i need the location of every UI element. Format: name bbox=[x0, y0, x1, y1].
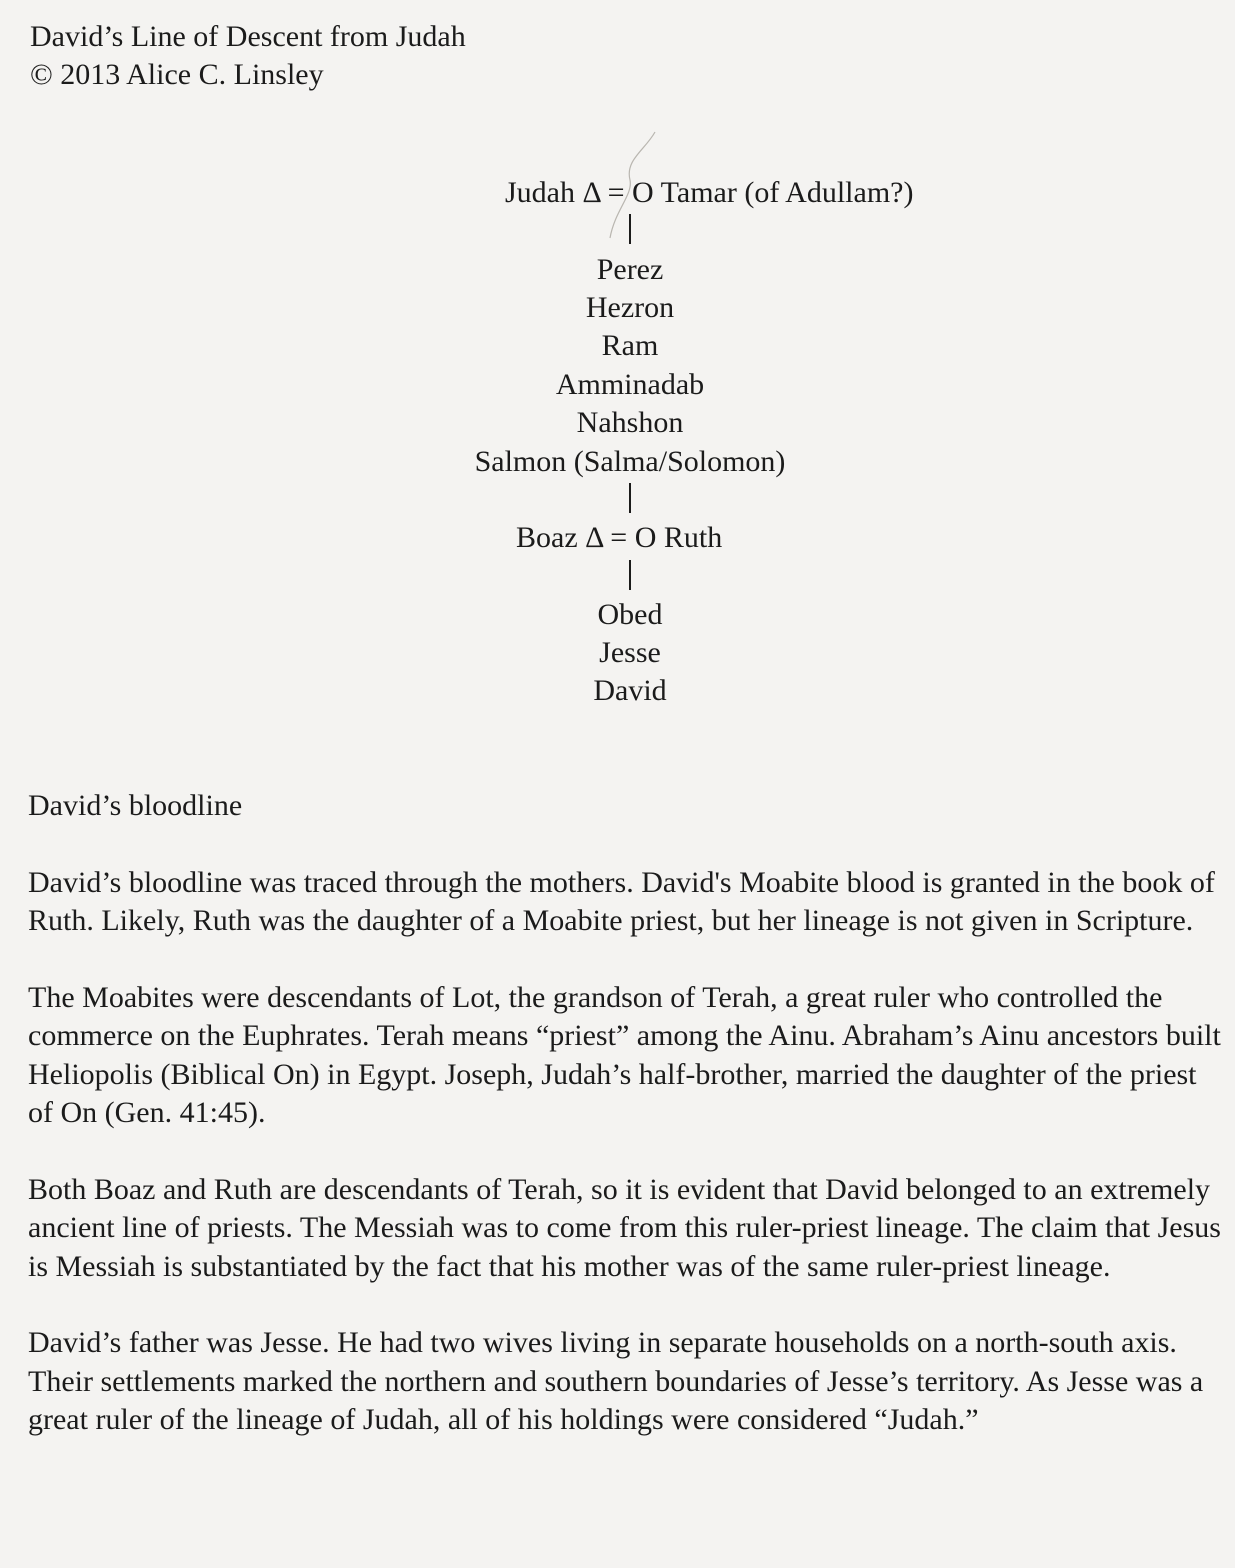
copyright-line: © 2013 Alice C. Linsley bbox=[30, 58, 324, 91]
tree-second-couple: Boaz Δ = O Ruth bbox=[516, 521, 723, 554]
article-body bbox=[28, 787, 1223, 1478]
tree-generation: Hezron bbox=[585, 291, 675, 324]
document-title: David’s Line of Descent from Judah bbox=[30, 20, 466, 53]
tree-generation: Amminadab bbox=[555, 368, 705, 401]
descent-connector bbox=[629, 560, 631, 590]
paragraph: Both Boaz and Ruth are descendants of Terah, so it is evident that David belonged to an extremely ancient line of priests. The Messiah was to come from this ruler-priest lineage. The claim that Jesus is Messiah is substantiated by the fact that his mother was of the same ruler-priest lineage. bbox=[28, 1172, 1221, 1283]
paragraph: The Moabites were descendants of Lot, the grandson of Terah, a great ruler who controlled the commerce on the Euphrates. Terah means “priest” among the Ainu. Abraham’s Ainu ancestors built Heliopolis (Biblical On) in Egypt. Joseph, Judah’s half-brother, married the daughter of the priest of On (Gen. 41:45). bbox=[28, 980, 1221, 1129]
tree-root-couple: Judah Δ = O Tamar (of Adullam?) bbox=[505, 176, 914, 209]
tree-generation: David bbox=[593, 674, 667, 707]
tree-generation: Ram bbox=[601, 329, 659, 362]
tree-generation: Obed bbox=[597, 598, 663, 631]
descent-connector bbox=[629, 214, 631, 244]
section-heading: David’s bloodline bbox=[28, 789, 243, 822]
document-header bbox=[30, 18, 466, 94]
paragraph: David’s bloodline was traced through the mothers. David's Moabite blood is granted in the book of Ruth. Likely, Ruth was the daughter of a Moabite priest, but her lineage is not given in Scripture. bbox=[28, 865, 1215, 937]
descent-connector bbox=[629, 483, 631, 513]
tree-generation: Nahshon bbox=[576, 406, 684, 439]
tree-generation: Jesse bbox=[599, 636, 661, 669]
paragraph: David’s father was Jesse. He had two wives living in separate households on a north-south axis. Their settlements marked the northern and southern boundaries of Jesse’s territory. As Jesse was a great ruler of the lineage of Judah, all of his holdings were considered “Judah.” bbox=[28, 1326, 1204, 1436]
tree-generation: Perez bbox=[596, 253, 664, 286]
tree-generation: Salmon (Salma/Solomon) bbox=[474, 445, 786, 478]
